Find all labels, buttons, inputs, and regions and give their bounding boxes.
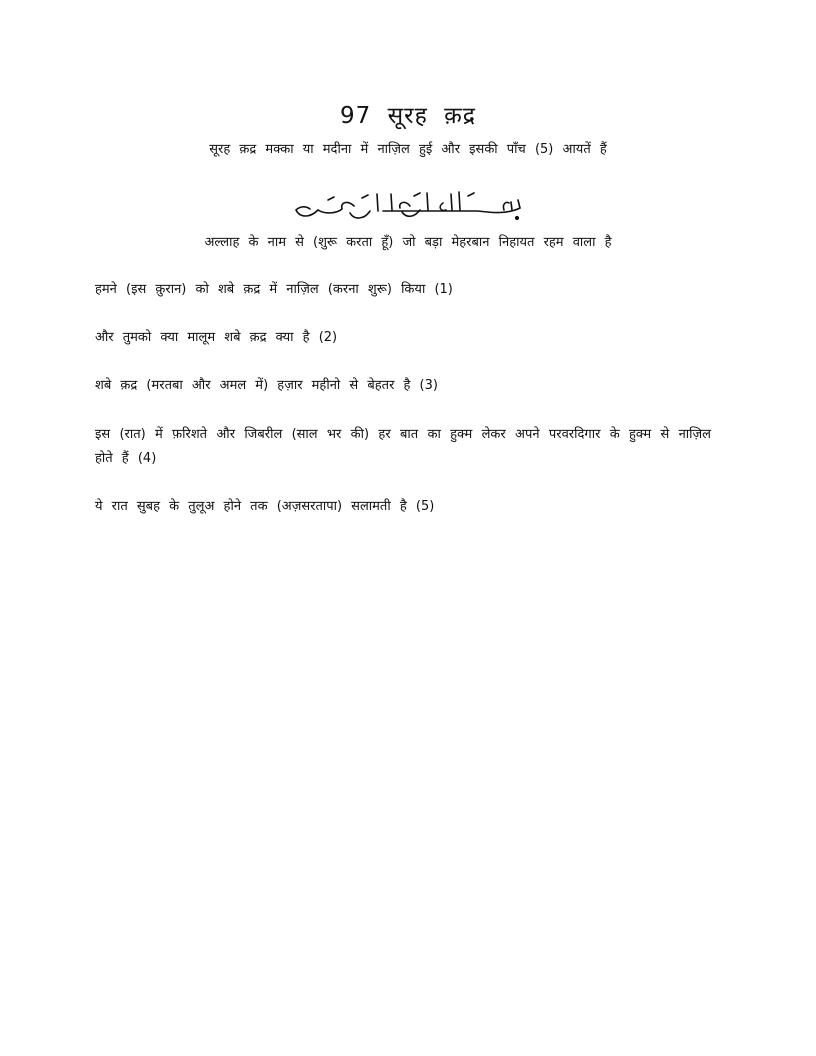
verse-1: हमने (इस क़ुरान) को शबे क़द्र में नाज़िल (करना शुरू) किया (1) [95,282,453,297]
invocation-line: अल्लाह के नाम से (शुरू करता हूँ) जो बड़ा मेहरबान निहायत रहम वाला है [204,235,612,250]
verse-3: शबे क़द्र (मरतबा और अमल में) हज़ार महीनो से बेहतर है (3) [95,378,438,393]
bismillah-calligraphy [288,188,528,226]
surah-title: 97 सूरह क़द्र [340,103,476,129]
surah-subtitle: सूरह क़द्र मक्का या मदीना में नाज़िल हुई और इसकी पाँच (5) आयतें हैं [209,142,607,157]
verse-4: इस (रात) में फ़रिशते और जिबरील (साल भर की) हर बात का हुक्म लेकर अपने परवरदिगार के हुक्म से नाज़िल होते हैं (4) [95,427,711,466]
verse-5: ये रात सुबह के तुलूअ होने तक (अज़सरतापा) सलामती है (5) [95,499,435,514]
verse-2: और तुमको क्या मालूम शबे क़द्र क्या है (2) [95,330,338,345]
bismillah-calligraphy-image [288,188,528,226]
